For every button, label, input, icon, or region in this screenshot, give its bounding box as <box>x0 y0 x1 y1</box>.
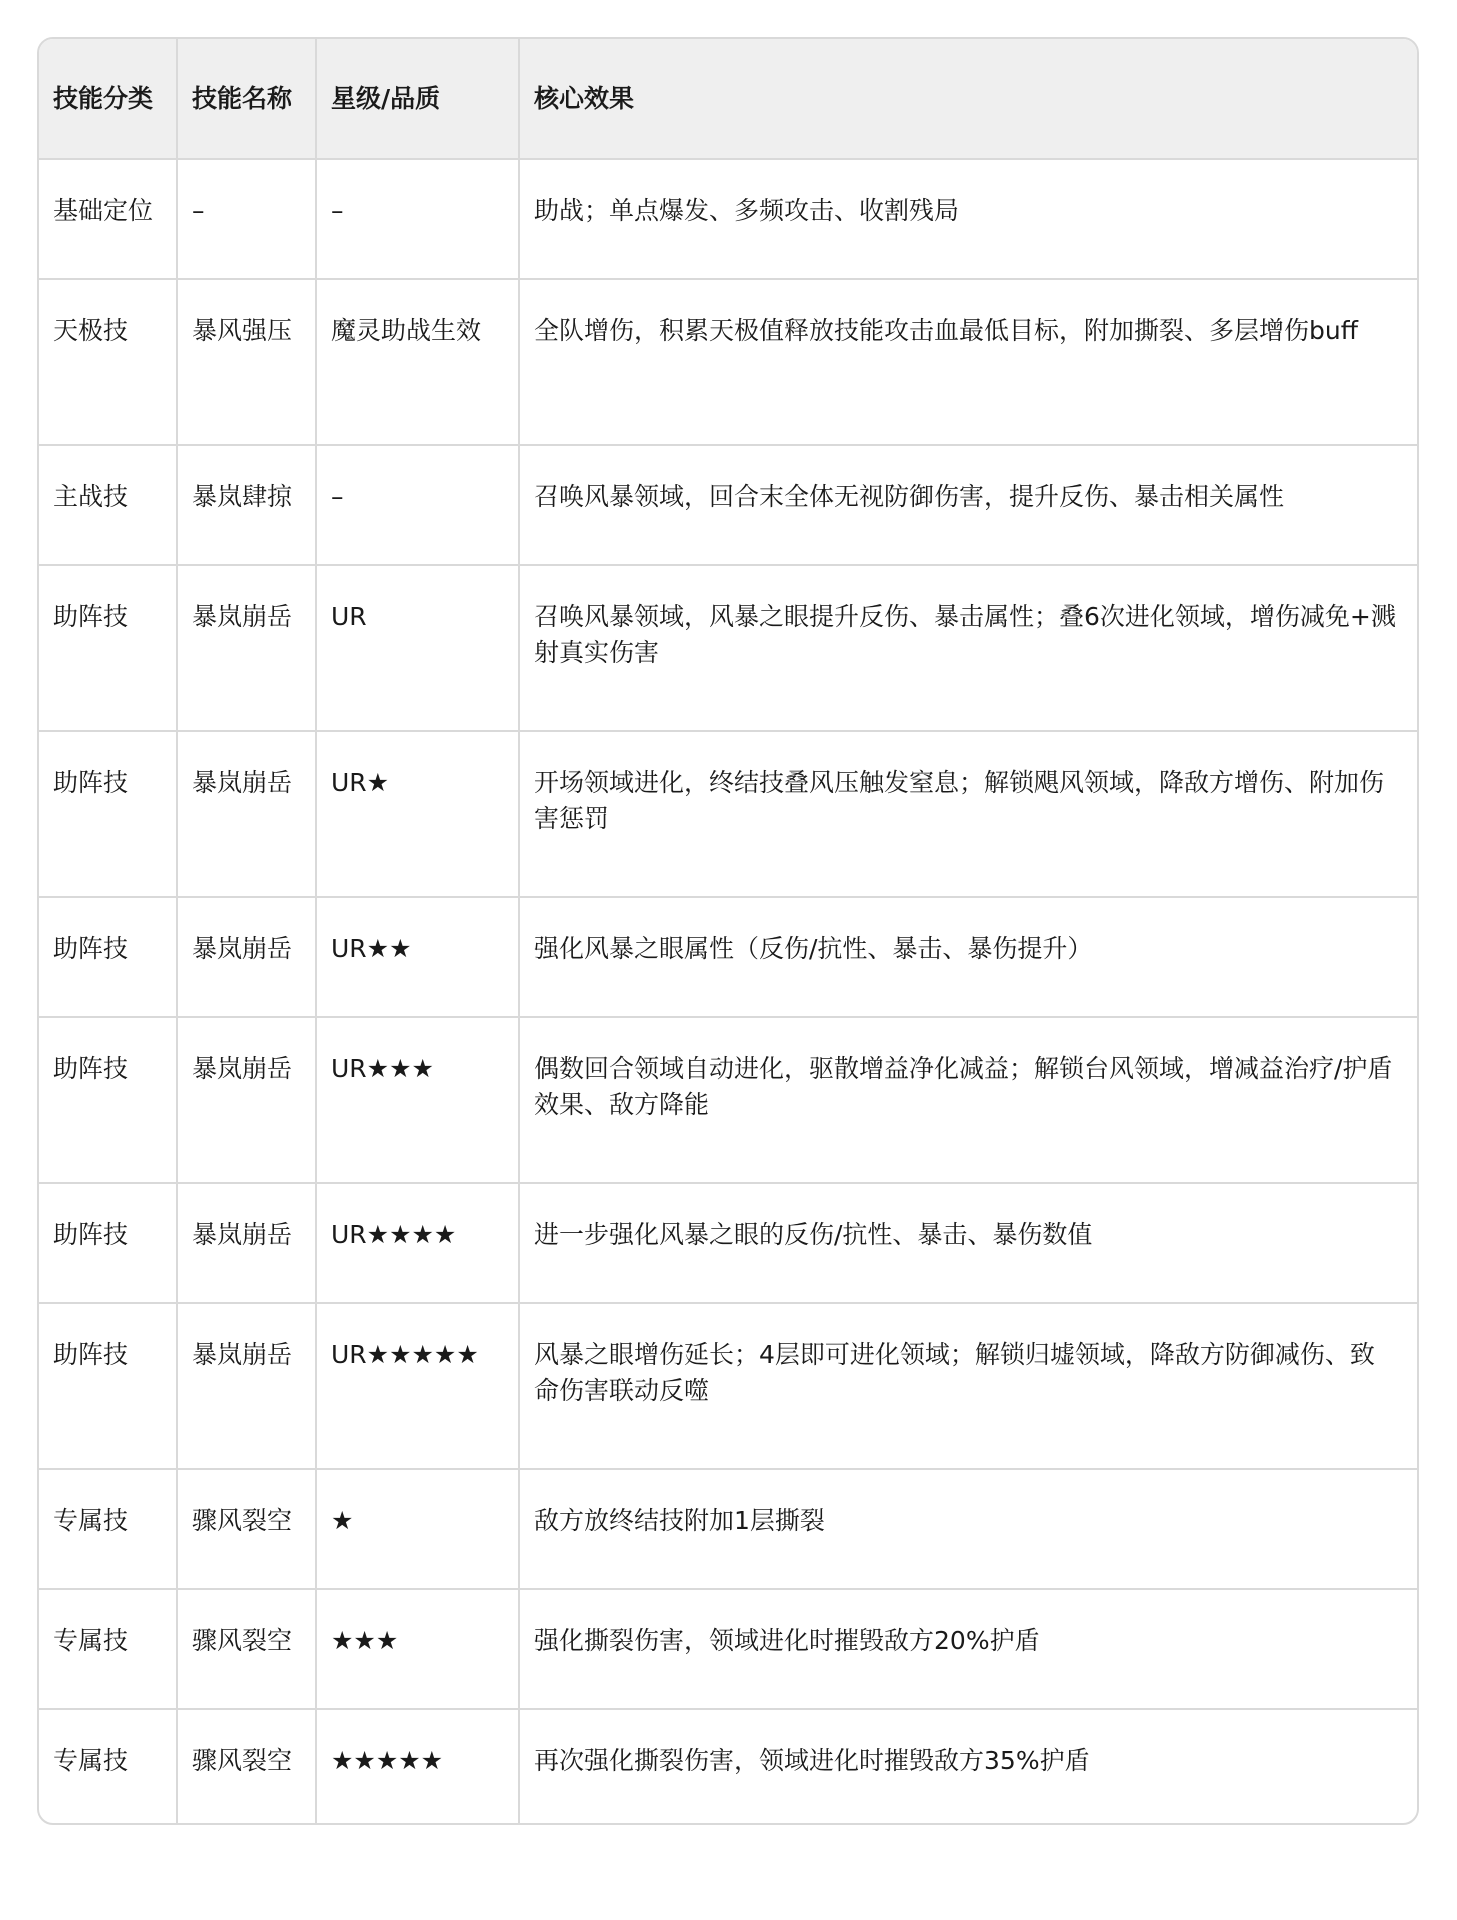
table-row <box>39 1303 1417 1469</box>
cell-star: UR★★★ <box>316 1017 519 1183</box>
cell-effect: 召唤风暴领域，回合末全体无视防御伤害，提升反伤、暴击相关属性 <box>519 445 1417 565</box>
cell-effect: 全队增伤，积累天极值释放技能攻击血最低目标，附加撕裂、多层增伤buff <box>519 279 1417 445</box>
cell-skill-name: 暴岚崩岳 <box>177 897 316 1017</box>
skill-table <box>39 39 1417 1825</box>
cell-skill-name: 暴岚崩岳 <box>177 731 316 897</box>
header-core-effect: 核心效果 <box>519 39 1417 159</box>
cell-star: UR★ <box>316 731 519 897</box>
cell-skill-name: – <box>177 159 316 279</box>
header-star-quality: 星级/品质 <box>316 39 519 159</box>
cell-star: – <box>316 445 519 565</box>
cell-category: 助阵技 <box>39 565 177 731</box>
cell-skill-name: 暴岚崩岳 <box>177 565 316 731</box>
cell-star: ★ <box>316 1469 519 1589</box>
table-row <box>39 1589 1417 1709</box>
cell-category: 助阵技 <box>39 897 177 1017</box>
table-header-row <box>39 39 1417 159</box>
cell-skill-name: 骤风裂空 <box>177 1589 316 1709</box>
cell-skill-name: 暴岚崩岳 <box>177 1303 316 1469</box>
header-skill-name: 技能名称 <box>177 39 316 159</box>
cell-star: – <box>316 159 519 279</box>
header-category: 技能分类 <box>39 39 177 159</box>
table-row <box>39 445 1417 565</box>
table-row <box>39 565 1417 731</box>
cell-effect: 再次强化撕裂伤害，领域进化时摧毁敌方35%护盾 <box>534 1746 1090 1775</box>
cell-star: UR★★ <box>316 897 519 1017</box>
table-row <box>39 279 1417 445</box>
cell-skill-name: 骤风裂空 <box>177 1469 316 1589</box>
cell-effect: 强化撕裂伤害，领域进化时摧毁敌方20%护盾 <box>519 1589 1417 1709</box>
cell-effect: 开场领域进化，终结技叠风压触发窒息；解锁飓风领域，降敌方增伤、附加伤害惩罚 <box>519 731 1417 897</box>
table-row <box>39 159 1417 279</box>
cell-star: UR <box>316 565 519 731</box>
cell-category: 专属技 <box>39 1709 177 1825</box>
cell-category: 基础定位 <box>39 159 177 279</box>
cell-category: 专属技 <box>39 1469 177 1589</box>
cell-star: ★★★★★ <box>316 1709 519 1825</box>
cell-effect: 强化风暴之眼属性（反伤/抗性、暴击、暴伤提升） <box>519 897 1417 1017</box>
cell-skill-name: 暴岚崩岳 <box>177 1183 316 1303</box>
cell-star: UR★★★★ <box>316 1183 519 1303</box>
table-row <box>39 731 1417 897</box>
table-row <box>39 1469 1417 1589</box>
cell-effect: 进一步强化风暴之眼的反伤/抗性、暴击、暴伤数值 <box>519 1183 1417 1303</box>
cell-skill-name: 骤风裂空 <box>177 1709 316 1825</box>
skill-table-card <box>37 37 1419 1825</box>
cell-category: 主战技 <box>39 445 177 565</box>
table-row <box>39 1183 1417 1303</box>
cell-category: 助阵技 <box>39 1017 177 1183</box>
cell-skill-name: 暴岚肆掠 <box>177 445 316 565</box>
cell-category: 助阵技 <box>39 1303 177 1469</box>
table-row <box>39 1017 1417 1183</box>
cell-category: 专属技 <box>39 1589 177 1709</box>
cell-skill-name: 暴岚崩岳 <box>177 1017 316 1183</box>
cell-skill-name: 暴风强压 <box>177 279 316 445</box>
table-row <box>39 1709 1417 1825</box>
cell-effect: 敌方放终结技附加1层撕裂 <box>519 1469 1417 1589</box>
cell-effect: 助战；单点爆发、多频攻击、收割残局 <box>519 159 1417 279</box>
cell-category: 天极技 <box>39 279 177 445</box>
cell-category: 助阵技 <box>39 1183 177 1303</box>
table-row <box>39 897 1417 1017</box>
cell-star: ★★★ <box>316 1589 519 1709</box>
cell-effect: 风暴之眼增伤延长；4层即可进化领域；解锁归墟领域，降敌方防御减伤、致命伤害联动反噬 <box>519 1303 1417 1469</box>
cell-star: UR★★★★★ <box>316 1303 519 1469</box>
cell-star: 魔灵助战生效 <box>316 279 519 445</box>
cell-effect: 召唤风暴领域，风暴之眼提升反伤、暴击属性；叠6次进化领域，增伤减免+溅射真实伤害 <box>519 565 1417 731</box>
cell-effect: 偶数回合领域自动进化，驱散增益净化减益；解锁台风领域，增减益治疗/护盾效果、敌方降能 <box>519 1017 1417 1183</box>
cell-category: 助阵技 <box>39 731 177 897</box>
